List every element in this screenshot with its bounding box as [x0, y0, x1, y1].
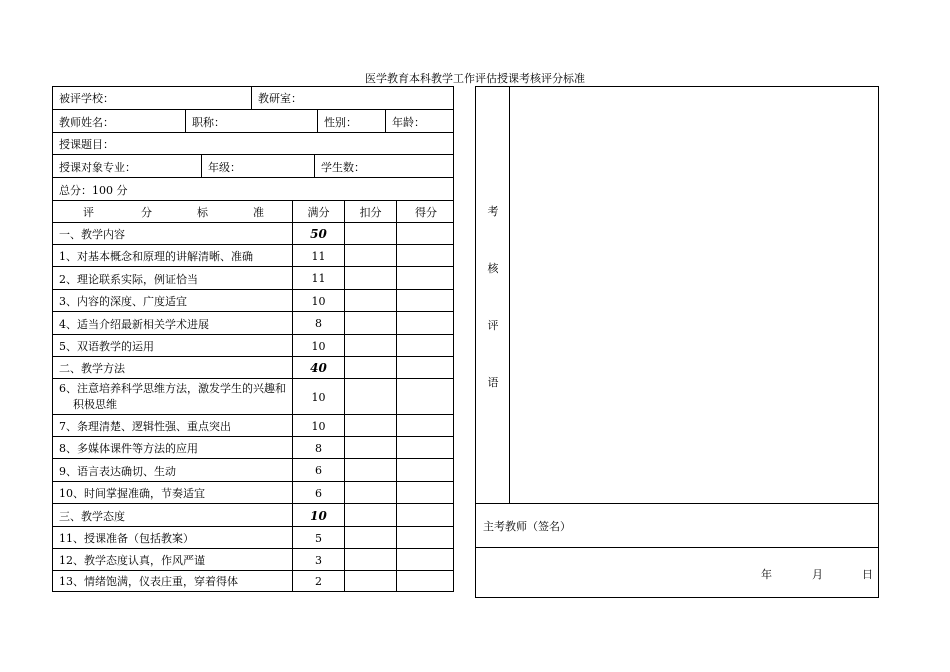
criterion-label: 2、理论联系实际，例证恰当	[59, 272, 198, 286]
table-row	[53, 378, 453, 415]
comments-area[interactable]	[510, 87, 878, 503]
table-row	[53, 334, 453, 357]
major-label: 授课对象专业：	[59, 160, 136, 174]
criterion-label: 12、教学态度认真，作风严谨	[59, 554, 205, 567]
score-cell[interactable]	[396, 245, 455, 267]
table-row	[53, 266, 453, 290]
score-cell[interactable]	[396, 437, 455, 459]
score-cell[interactable]	[396, 335, 455, 357]
criterion-label: 一、教学内容	[59, 228, 125, 241]
deduct-cell[interactable]	[344, 459, 396, 482]
full-score-cell: 6	[292, 459, 344, 482]
score-cell[interactable]	[396, 415, 455, 437]
score-cell[interactable]	[396, 482, 455, 504]
teacher-name-label: 教师姓名：	[59, 115, 114, 129]
day-label: 日	[862, 568, 873, 581]
table-row	[53, 481, 453, 504]
full-score-cell: 40	[292, 357, 344, 379]
info-row-total	[53, 177, 453, 201]
deduct-cell[interactable]	[344, 290, 396, 312]
score-cell[interactable]	[396, 267, 455, 290]
score-cell[interactable]	[396, 527, 455, 549]
full-score-cell: 10	[292, 335, 344, 357]
criterion-label-line: 6、注意培养科学思维方法，激发学生的兴趣和	[59, 382, 286, 395]
criterion-label: 3、内容的深度、广度适宜	[59, 295, 187, 308]
deduct-cell[interactable]	[344, 379, 396, 415]
deduct-cell[interactable]	[344, 312, 396, 335]
section-row	[53, 222, 453, 245]
full-score-cell: 11	[292, 245, 344, 267]
score-cell[interactable]	[396, 549, 455, 571]
table-row	[53, 570, 453, 591]
examiner-label: 主考教师（签名）	[483, 520, 571, 533]
criterion-label-line: 积极思维	[73, 398, 117, 411]
deduct-cell[interactable]	[344, 482, 396, 504]
rank-label: 职称：	[185, 110, 317, 133]
criterion-label: 4、适当介绍最新相关学术进展	[59, 317, 209, 331]
full-score-cell: 10	[292, 290, 344, 312]
score-cell[interactable]	[396, 459, 455, 482]
score-cell[interactable]	[396, 379, 455, 415]
criterion-label: 11、授课准备（包括教案）	[59, 532, 194, 545]
criterion-label: 8、多媒体课件等方法的应用	[59, 442, 198, 455]
table-row	[53, 436, 453, 459]
deduct-cell[interactable]	[344, 571, 396, 591]
form-title: 医学教育本科教学工作评估授课考核评分标准	[365, 72, 585, 85]
deduct-cell[interactable]	[344, 549, 396, 571]
vertical-char: 核	[487, 262, 499, 275]
score-cell[interactable]	[396, 312, 455, 335]
score-cell[interactable]	[396, 290, 455, 312]
comments-box	[475, 86, 879, 598]
deduct-header: 扣分	[344, 201, 396, 223]
table-row	[53, 244, 453, 267]
standard-char: 评	[83, 206, 94, 219]
deduct-cell[interactable]	[344, 245, 396, 267]
standard-char: 分	[141, 206, 152, 219]
full-score-cell: 8	[292, 437, 344, 459]
score-cell[interactable]	[396, 571, 455, 591]
full-score-cell: 6	[292, 482, 344, 504]
deduct-cell[interactable]	[344, 504, 396, 527]
deduct-cell[interactable]	[344, 437, 396, 459]
table-row	[53, 414, 453, 437]
standard-header	[53, 201, 292, 223]
section-row	[53, 503, 453, 527]
score-header: 得分	[396, 201, 455, 223]
vertical-char: 考	[487, 205, 499, 218]
full-score-cell: 10	[292, 415, 344, 437]
criterion-label: 二、教学方法	[59, 362, 125, 375]
table-row	[53, 526, 453, 549]
criterion-label: 1、对基本概念和原理的讲解清晰、准确	[59, 250, 253, 263]
deduct-cell[interactable]	[344, 223, 396, 245]
table-row	[53, 289, 453, 312]
grade-label: 年级：	[201, 155, 314, 178]
score-cell[interactable]	[396, 223, 455, 245]
gender-label: 性别：	[317, 110, 385, 133]
month-label: 月	[812, 568, 823, 581]
deduct-cell[interactable]	[344, 267, 396, 290]
deduct-cell[interactable]	[344, 335, 396, 357]
year-label: 年	[761, 568, 772, 581]
criterion-label: 13、情绪饱满，仪表庄重，穿着得体	[59, 575, 238, 588]
vertical-char: 评	[487, 319, 499, 332]
full-score-cell: 5	[292, 527, 344, 549]
standard-char: 标	[197, 206, 208, 219]
full-score-cell: 10	[292, 504, 344, 527]
info-row-school	[53, 86, 453, 109]
table-row	[53, 548, 453, 571]
full-score-cell: 2	[292, 571, 344, 591]
date-row	[476, 547, 878, 599]
info-row-teacher	[53, 109, 453, 133]
criterion-label: 10、时间掌握准确，节奏适宜	[59, 487, 205, 500]
table-header-row	[53, 200, 453, 223]
total-label: 总分：100 分	[59, 183, 128, 197]
examiner-sign-row	[476, 503, 878, 547]
table-row	[53, 311, 453, 335]
deduct-cell[interactable]	[344, 527, 396, 549]
full-score-cell: 8	[292, 312, 344, 335]
age-label: 年龄：	[385, 110, 455, 133]
info-row-major	[53, 154, 453, 178]
full-score-cell: 11	[292, 267, 344, 290]
full-score-cell: 10	[292, 379, 344, 415]
section-row	[53, 356, 453, 379]
criterion-label: 9、语言表达确切、生动	[59, 464, 176, 478]
score-table	[52, 86, 454, 592]
comments-vertical-label	[476, 87, 510, 503]
vertical-char: 语	[487, 376, 499, 389]
full-score-header: 满分	[292, 201, 344, 223]
full-score-cell: 50	[292, 223, 344, 245]
score-cell[interactable]	[396, 357, 455, 379]
deduct-cell[interactable]	[344, 415, 396, 437]
full-score-cell: 3	[292, 549, 344, 571]
score-cell[interactable]	[396, 504, 455, 527]
criterion-label	[53, 379, 292, 415]
deduct-cell[interactable]	[344, 357, 396, 379]
students-label: 学生数：	[314, 155, 455, 178]
topic-label: 授课题目：	[59, 138, 114, 151]
info-row-topic	[53, 132, 453, 155]
criterion-label: 三、教学态度	[59, 509, 125, 523]
criterion-label: 7、条理清楚、逻辑性强、重点突出	[59, 420, 231, 433]
standard-char: 准	[253, 206, 264, 219]
table-row	[53, 458, 453, 482]
school-label: 被评学校：	[59, 91, 114, 105]
criterion-label: 5、双语教学的运用	[59, 340, 154, 353]
section-label: 教研室：	[251, 86, 455, 109]
